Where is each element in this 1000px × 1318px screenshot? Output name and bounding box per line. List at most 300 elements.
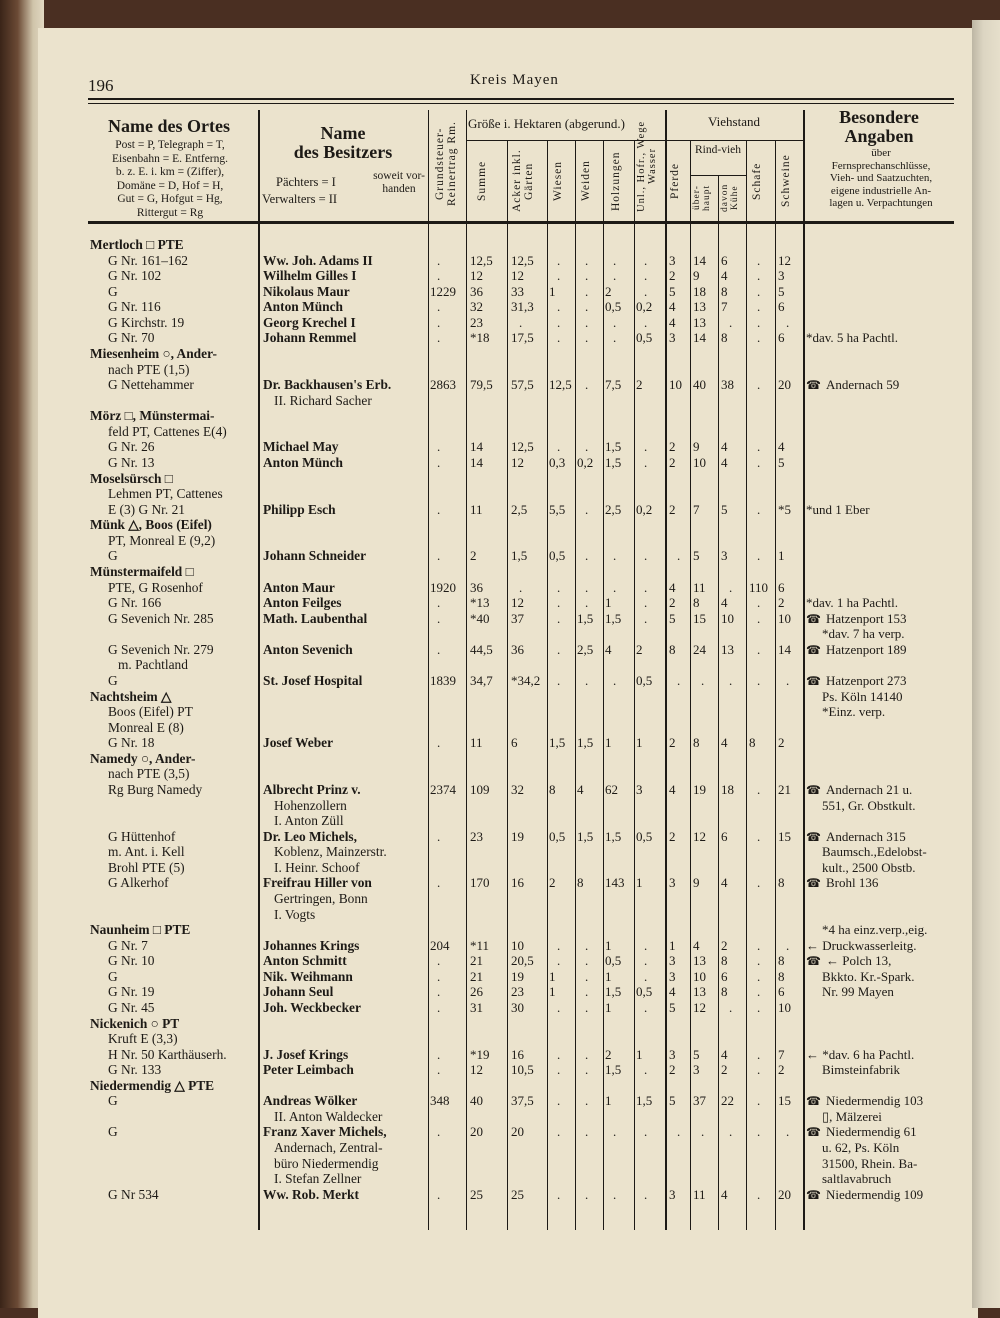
cell-total: 26 [470, 984, 483, 1000]
remark [806, 953, 891, 970]
cell-horses: 4 [669, 579, 676, 595]
cell-sheep: . [757, 953, 761, 969]
remarks-title-line: Besondere [839, 107, 919, 127]
remark [806, 595, 898, 611]
cell-meadows: . [557, 314, 561, 330]
cell-meadows: . [557, 641, 561, 657]
cell-pigs: . [786, 937, 790, 953]
owner-name: Nikolaus Maur [263, 283, 350, 299]
table-row [0, 751, 1000, 767]
cell-sheep: . [757, 937, 761, 953]
owner-name: Anton Schmitt [263, 953, 347, 969]
cell-cows: 4 [721, 454, 728, 470]
cell-tax: 204 [430, 937, 450, 953]
table-row [0, 315, 1000, 331]
cell-cows: 4 [721, 1186, 728, 1202]
table-row [0, 486, 1000, 502]
cell-cows: 8 [721, 330, 728, 346]
table-row [0, 408, 1000, 424]
remark [822, 704, 885, 720]
cell-arable: 16 [511, 1046, 524, 1062]
remark [806, 938, 916, 954]
cell-cattle: 14 [693, 252, 706, 268]
telephone-icon: ☎ [806, 829, 821, 844]
table-row [0, 564, 1000, 580]
cell-pigs: 20 [778, 1186, 791, 1202]
cell-sheep: . [757, 828, 761, 844]
cell-pastures: 0,2 [577, 454, 594, 470]
note-line: soweit vor- [373, 170, 425, 182]
header-summe: Summe [476, 160, 488, 202]
header-ueberhaupt: über-haupt [692, 184, 712, 212]
cell-other: 0,2 [636, 299, 653, 315]
cell-cows: 7 [721, 299, 728, 315]
page-number: 196 [88, 76, 114, 95]
cell-cattle: 9 [693, 268, 700, 284]
cell-cattle: 18 [693, 283, 706, 299]
cell-cattle: 10 [693, 454, 706, 470]
owner-detail: II. Anton Waldecker [274, 1108, 383, 1124]
cell-total: 12 [470, 1062, 483, 1078]
cell-cows: 6 [721, 252, 728, 268]
cell-forest: . [613, 314, 617, 330]
remark [806, 1187, 923, 1204]
cell-horses: 5 [669, 610, 676, 626]
remark [806, 1124, 917, 1141]
cell-arable: 19 [511, 968, 524, 984]
estate-name: G [108, 1124, 118, 1140]
cell-cows: . [729, 1124, 733, 1140]
remark [822, 1140, 899, 1156]
table-row [0, 439, 1000, 455]
cell-arable: 2,5 [511, 501, 528, 517]
cell-pigs: 2 [778, 595, 785, 611]
header-owner-legend [262, 174, 337, 208]
owner-name: Josef Weber [263, 735, 334, 751]
cell-cattle: 4 [693, 937, 700, 953]
cell-tax: . [437, 999, 441, 1015]
cell-cattle: . [701, 1124, 705, 1140]
owner-detail: I. Heinr. Schoof [274, 859, 360, 875]
cell-cows: 3 [721, 548, 728, 564]
cell-cows: 10 [721, 610, 734, 626]
table-row [0, 1187, 1000, 1203]
header-remarks-title [803, 108, 955, 146]
cell-total: 170 [470, 875, 490, 891]
cell-horses: 4 [669, 314, 676, 330]
cell-sheep: . [757, 268, 761, 284]
estate-name: Brohl PTE (5) [108, 859, 185, 875]
cell-cows: 2 [721, 1062, 728, 1078]
remark-text: Andernach 315 [826, 828, 906, 844]
remark [806, 642, 907, 659]
remark-text: Niedermendig 103 [826, 1093, 924, 1109]
cell-horses: 3 [669, 330, 676, 346]
cell-forest: 1 [605, 999, 612, 1015]
remark-text: Niedermendig 109 [826, 1186, 924, 1202]
cell-tax: . [437, 548, 441, 564]
table-row [0, 642, 1000, 658]
owner-title-line: des Besitzers [293, 142, 393, 162]
table-row [0, 330, 1000, 346]
cell-arable: 57,5 [511, 377, 534, 393]
cell-other: 2 [636, 377, 643, 393]
cell-horses: 2 [669, 1062, 676, 1078]
cell-other: . [644, 314, 648, 330]
table-row [0, 673, 1000, 689]
locality-name: Miesenheim ○, Ander- [90, 345, 217, 361]
remark [822, 798, 916, 814]
telephone-icon: ☎ [806, 378, 821, 393]
cell-pastures: . [585, 672, 589, 688]
cell-pigs: 5 [778, 283, 785, 299]
table-row [0, 829, 1000, 845]
cell-total: 40 [470, 1093, 483, 1109]
cell-pastures: . [585, 1062, 589, 1078]
header-unl: Unl., Hofr., Wege Wasser [636, 120, 658, 212]
cell-pastures: . [585, 1124, 589, 1140]
running-title: Kreis Mayen [470, 72, 559, 88]
cell-forest: 1 [605, 735, 612, 751]
cell-total: 23 [470, 828, 483, 844]
cell-total: 2 [470, 548, 477, 564]
cell-cows: 4 [721, 735, 728, 751]
cell-cattle: 19 [693, 781, 706, 797]
cell-pastures: . [585, 299, 589, 315]
cell-cows: 22 [721, 1093, 734, 1109]
cell-other: . [644, 454, 648, 470]
remark [806, 673, 907, 690]
cell-arable: *34,2 [511, 672, 541, 688]
cell-cattle: 37 [693, 1093, 706, 1109]
estate-name: nach PTE (1,5) [108, 361, 190, 377]
table-row [0, 611, 1000, 627]
cell-sheep: . [757, 999, 761, 1015]
remark [822, 1171, 891, 1187]
estate-name: Boos (Eifel) PT [108, 704, 193, 720]
cell-cattle: 14 [693, 330, 706, 346]
owner-name: Ww. Rob. Merkt [263, 1186, 359, 1202]
estate-name: nach PTE (3,5) [108, 766, 190, 782]
telephone-icon: ☎ [806, 1094, 821, 1109]
cell-sheep: . [757, 1093, 761, 1109]
estate-name: feld PT, Cattenes E(4) [108, 423, 227, 439]
remark [822, 922, 927, 938]
estate-name: G Nr. 10 [108, 953, 155, 969]
remark [822, 969, 914, 985]
cell-cattle: 5 [693, 1046, 700, 1062]
cell-sheep: . [757, 1186, 761, 1202]
cell-sheep: . [757, 299, 761, 315]
cell-sheep: . [757, 875, 761, 891]
cell-meadows: . [557, 937, 561, 953]
table-row [0, 984, 1000, 1000]
remark [806, 502, 870, 518]
owner-name: Philipp Esch [263, 501, 336, 517]
remark-text: 31500, Rhein. Ba- [822, 1155, 918, 1171]
table-row [0, 1000, 1000, 1016]
cell-cattle: 12 [693, 828, 706, 844]
cell-tax: . [437, 875, 441, 891]
cell-forest: . [613, 548, 617, 564]
cell-arable: 25 [511, 1186, 524, 1202]
cell-pigs: 1 [778, 548, 785, 564]
owner-name: Georg Krechel I [263, 314, 356, 330]
remark [822, 860, 916, 876]
cell-cows: . [729, 999, 733, 1015]
cell-pigs: 2 [778, 735, 785, 751]
cell-cows: 4 [721, 1046, 728, 1062]
remark [822, 844, 927, 860]
header-holzungen: Holzungen [610, 151, 622, 211]
cell-arable: 6 [511, 735, 518, 751]
locality-name: Münstermaifeld □ [90, 563, 194, 579]
owner-name: Anton Münch [263, 299, 343, 315]
cell-meadows: . [557, 330, 561, 346]
cell-tax: . [437, 984, 441, 1000]
legend-line: Domäne = D, Hof = H, [116, 179, 224, 192]
cell-horses: 8 [669, 641, 676, 657]
cell-forest: 1,5 [605, 1062, 622, 1078]
cell-meadows: . [557, 252, 561, 268]
cell-total: 44,5 [470, 641, 493, 657]
header-remarks-legend [803, 147, 959, 210]
table-row [0, 502, 1000, 518]
cell-pastures: 1,5 [577, 828, 594, 844]
cell-forest: . [613, 330, 617, 346]
cell-arable: 31,3 [511, 299, 534, 315]
cell-sheep: . [757, 252, 761, 268]
owner-name: Franz Xaver Michels, [263, 1124, 387, 1140]
table-row [0, 907, 1000, 923]
remark-text: Andernach 59 [826, 377, 900, 393]
cell-cows: 5 [721, 501, 728, 517]
cell-total: 21 [470, 968, 483, 984]
top-rule [88, 98, 954, 100]
remark-text: Nr. 99 Mayen [822, 984, 894, 1000]
cell-sheep: . [757, 454, 761, 470]
remark [822, 626, 905, 642]
cell-sheep: . [757, 439, 761, 455]
cell-tax: . [437, 439, 441, 455]
estate-name: G [108, 548, 118, 564]
estate-name: G Nr. 45 [108, 999, 155, 1015]
cell-meadows: . [557, 1093, 561, 1109]
cell-horses: 2 [669, 595, 676, 611]
table-row [0, 938, 1000, 954]
cell-other: . [644, 268, 648, 284]
cell-tax: . [437, 330, 441, 346]
cell-sheep: 8 [749, 735, 756, 751]
owner-name: J. Josef Krings [263, 1046, 349, 1062]
cell-other: 0,5 [636, 984, 653, 1000]
cell-total: 36 [470, 579, 483, 595]
cell-sheep: . [757, 283, 761, 299]
cell-cattle: 9 [693, 439, 700, 455]
cell-meadows: . [557, 672, 561, 688]
cell-pigs: *5 [778, 501, 791, 517]
cell-pigs: 21 [778, 781, 791, 797]
cell-tax: . [437, 454, 441, 470]
cell-tax: 2374 [430, 781, 456, 797]
cell-total: *13 [470, 595, 490, 611]
cell-cows: 8 [721, 953, 728, 969]
cell-pastures: . [585, 968, 589, 984]
remark-text: *dav. 7 ha verp. [822, 626, 905, 642]
cell-meadows: . [557, 1062, 561, 1078]
table-row [0, 1078, 1000, 1094]
cell-tax: 348 [430, 1093, 450, 1109]
table-row [0, 471, 1000, 487]
cell-total: 20 [470, 1124, 483, 1140]
estate-name: Rg Burg Namedy [108, 781, 203, 797]
cell-pastures: . [585, 252, 589, 268]
table-row [0, 720, 1000, 736]
remark-text: ← *dav. 6 ha Pachtl. [806, 1046, 915, 1062]
cell-cows: . [729, 314, 733, 330]
cell-pigs: 10 [778, 999, 791, 1015]
cell-pigs: 10 [778, 610, 791, 626]
cell-total: 79,5 [470, 377, 493, 393]
cell-meadows: 1 [549, 283, 556, 299]
remark-text: Bimsteinfabrik [822, 1062, 900, 1078]
remark-text: *und 1 Eber [806, 501, 870, 517]
cell-other: . [644, 283, 648, 299]
cell-pigs: . [786, 314, 790, 330]
cell-tax: . [437, 641, 441, 657]
remark-text: saltlavabruch [822, 1171, 892, 1187]
remark [806, 829, 906, 846]
cell-arable: 19 [511, 828, 524, 844]
table-row [0, 704, 1000, 720]
tenant-legend: Pächters = I [276, 175, 336, 189]
cell-total: *19 [470, 1046, 490, 1062]
estate-name: G Nr. 26 [108, 439, 155, 455]
cell-cows: 4 [721, 268, 728, 284]
cell-pastures: . [585, 1046, 589, 1062]
telephone-icon: ☎ [806, 782, 821, 797]
legend-line: Vieh- und Saatzuchten, [829, 172, 933, 184]
owner-name: Johann Seul [263, 984, 334, 1000]
cell-tax: . [437, 735, 441, 751]
estate-name: Lehmen PT, Cattenes [108, 486, 223, 502]
cell-arable: 12,5 [511, 439, 534, 455]
cell-forest: 2 [605, 283, 612, 299]
cell-total: 11 [470, 501, 483, 517]
remark-text: Andernach 21 u. [826, 781, 913, 797]
cell-sheep: . [757, 548, 761, 564]
cell-pastures: 1,5 [577, 735, 594, 751]
owner-name: Michael May [263, 439, 339, 455]
cell-arable: 37 [511, 610, 524, 626]
cell-sheep: 110 [749, 579, 769, 595]
table-row [0, 377, 1000, 393]
cell-horses: 4 [669, 299, 676, 315]
cell-horses: 2 [669, 268, 676, 284]
table-row [0, 782, 1000, 798]
cell-other: 2 [636, 641, 643, 657]
cell-other: 0,5 [636, 828, 653, 844]
cell-pastures: . [585, 1093, 589, 1109]
cell-horses: 2 [669, 735, 676, 751]
header-wiesen: Wiesen [552, 160, 564, 202]
cell-horses: 2 [669, 454, 676, 470]
estate-name: G Nr. 102 [108, 268, 162, 284]
cell-arable: 17,5 [511, 330, 534, 346]
table-row [0, 237, 1000, 253]
cell-cows: 4 [721, 439, 728, 455]
cell-cattle: 3 [693, 1062, 700, 1078]
cell-forest: 1,5 [605, 984, 622, 1000]
cell-pastures: . [585, 984, 589, 1000]
cell-arable: 20,5 [511, 953, 534, 969]
cell-meadows: . [557, 610, 561, 626]
cell-other: 1 [636, 735, 643, 751]
cell-cattle: 8 [693, 735, 700, 751]
cell-sheep: . [757, 968, 761, 984]
cell-sheep: . [757, 595, 761, 611]
table-row [0, 1171, 1000, 1187]
owner-detail: Hohenzollern [274, 797, 347, 813]
cell-pigs: 15 [778, 828, 791, 844]
header-place-legend [86, 139, 254, 220]
cell-forest: 2,5 [605, 501, 622, 517]
cell-pastures: . [585, 999, 589, 1015]
header-tax: Grundsteuer-Reinertrag Rm. [434, 121, 458, 207]
cell-total: 14 [470, 454, 483, 470]
table-row [0, 1093, 1000, 1109]
cell-pigs: 6 [778, 299, 785, 315]
cell-pastures: . [585, 330, 589, 346]
owner-title-line: Name [320, 123, 366, 143]
cell-cows: 4 [721, 875, 728, 891]
cell-other: . [644, 610, 648, 626]
cell-arable: 12,5 [511, 252, 534, 268]
cell-meadows: . [557, 1046, 561, 1062]
cell-forest: 0,5 [605, 953, 622, 969]
cell-cows: 8 [721, 984, 728, 1000]
header-size-group: Größe i. Hektaren (abgerund.) [468, 116, 626, 131]
cell-pastures: . [585, 548, 589, 564]
estate-name: G Alkerhof [108, 875, 169, 891]
cell-total: 109 [470, 781, 490, 797]
cell-cows: 6 [721, 828, 728, 844]
cell-meadows: . [557, 268, 561, 284]
legend-line: Post = P, Telegraph = T, [115, 139, 225, 151]
table-row [0, 595, 1000, 611]
remark-text: Ps. Köln 14140 [822, 688, 903, 704]
cell-pigs: 7 [778, 1046, 785, 1062]
cell-forest: 1 [605, 1093, 612, 1109]
remark-text: Baumsch.,Edelobst- [822, 844, 927, 860]
cell-forest: 62 [605, 781, 618, 797]
cell-pigs: 15 [778, 1093, 791, 1109]
cell-meadows: . [557, 299, 561, 315]
cell-total: *18 [470, 330, 490, 346]
cell-forest: . [613, 268, 617, 284]
cell-horses: 5 [669, 999, 676, 1015]
cell-pastures: 2,5 [577, 641, 594, 657]
cell-pigs: 14 [778, 641, 791, 657]
note-line: handen [382, 182, 416, 195]
locality-name: Nachtsheim △ [90, 688, 172, 704]
estate-name: G [108, 283, 118, 299]
cell-tax: . [437, 299, 441, 315]
header-acker: Acker inkl. Gärten [511, 149, 535, 213]
cell-other: . [644, 953, 648, 969]
table-row [0, 517, 1000, 533]
cell-other: . [644, 937, 648, 953]
